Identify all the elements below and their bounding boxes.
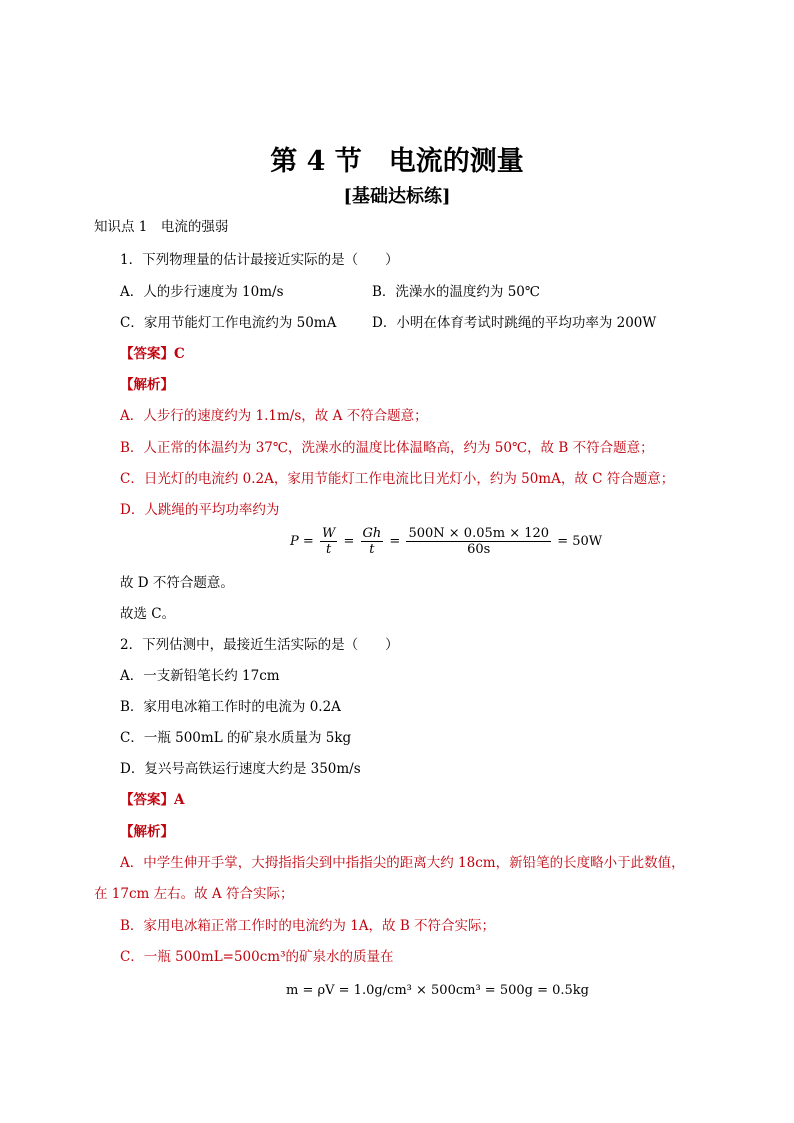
formula-eq-3: = — [389, 534, 401, 549]
q1-answer: 【答案】C — [120, 346, 185, 362]
q1-option-c: C．家用节能灯工作电流约为 50mA — [120, 315, 337, 331]
fraction-denominator-t2: t — [369, 542, 375, 557]
q2-option-c: C．一瓶 500mL 的矿泉水质量为 5kg — [120, 730, 352, 746]
q2-analysis-a-line1: A．中学生伸开手掌，大拇指指尖到中指指尖的距离大约 18cm，新铅笔的长度略小于此数值， — [120, 855, 685, 871]
q1-analysis-a: A．人步行的速度约为 1.1m/s，故 A 不符合题意； — [120, 408, 428, 424]
q2-option-d: D．复兴号高铁运行速度大约是 350m/s — [120, 761, 361, 777]
q2-analysis-c: C．一瓶 500mL=500cm³的矿泉水的质量在 — [120, 949, 394, 965]
q1-analysis-d: D．人跳绳的平均功率约为 — [120, 502, 280, 518]
fraction-denominator-numeric: 60s — [467, 542, 491, 557]
fraction-numerator-numeric: 500N × 0.05m × 120 — [408, 526, 550, 541]
fraction-gh-over-t — [361, 526, 384, 557]
q2-answer: 【答案】A — [120, 792, 185, 808]
q1-stem: 1．下列物理量的估计最接近实际的是（ ） — [120, 252, 399, 268]
q1-choice: 故选 C。 — [120, 606, 176, 622]
q1-analysis-b: B．人正常的体温约为 37℃，洗澡水的温度比体温略高，约为 50℃，故 B 不符合题意； — [120, 440, 654, 456]
q1-analysis-c: C．日光灯的电流约 0.2A，家用节能灯工作电流比日光灯小，约为 50mA，故 C 符合题意； — [120, 471, 675, 487]
q1-option-b: B．洗澡水的温度约为 50℃ — [372, 284, 540, 300]
formula-result: = 50W — [557, 534, 603, 549]
q2-mass-formula: m = ρV = 1.0g/cm³ × 500cm³ = 500g = 0.5kg — [286, 983, 589, 998]
q2-analysis-b: B．家用电冰箱正常工作时的电流约为 1A，故 B 不符合实际； — [120, 918, 496, 934]
q1-option-a: A．人的步行速度为 10m/s — [120, 284, 284, 300]
q1-option-d: D．小明在体育考试时跳绳的平均功率为 200W — [372, 315, 657, 331]
fraction-w-over-t — [320, 526, 337, 557]
formula-p: P — [290, 534, 299, 549]
q2-option-a: A．一支新铅笔长约 17cm — [120, 668, 280, 684]
page-title: 第 4 节 电流的测量 — [270, 146, 524, 177]
fraction-denominator-t: t — [326, 542, 332, 557]
knowledge-point-heading: 知识点 1 电流的强弱 — [94, 219, 229, 235]
q2-stem: 2．下列估测中，最接近生活实际的是（ ） — [120, 637, 399, 653]
q2-analysis-tag: 【解析】 — [120, 824, 174, 840]
formula-eq-1: = — [302, 534, 314, 549]
fraction-numerator-gh: Gh — [362, 526, 382, 541]
q2-analysis-a-line2: 在 17cm 左右。故 A 符合实际； — [94, 886, 294, 902]
q1-d-conclusion: 故 D 不符合题意。 — [120, 575, 234, 591]
page-subtitle: [基础达标练] — [343, 186, 451, 207]
formula-eq-2: = — [343, 534, 355, 549]
q1-power-formula — [290, 526, 602, 557]
fraction-numerator-w: W — [321, 526, 336, 541]
q1-analysis-tag: 【解析】 — [120, 377, 174, 393]
q2-option-b: B．家用电冰箱工作时的电流为 0.2A — [120, 699, 341, 715]
fraction-numeric — [406, 526, 551, 557]
